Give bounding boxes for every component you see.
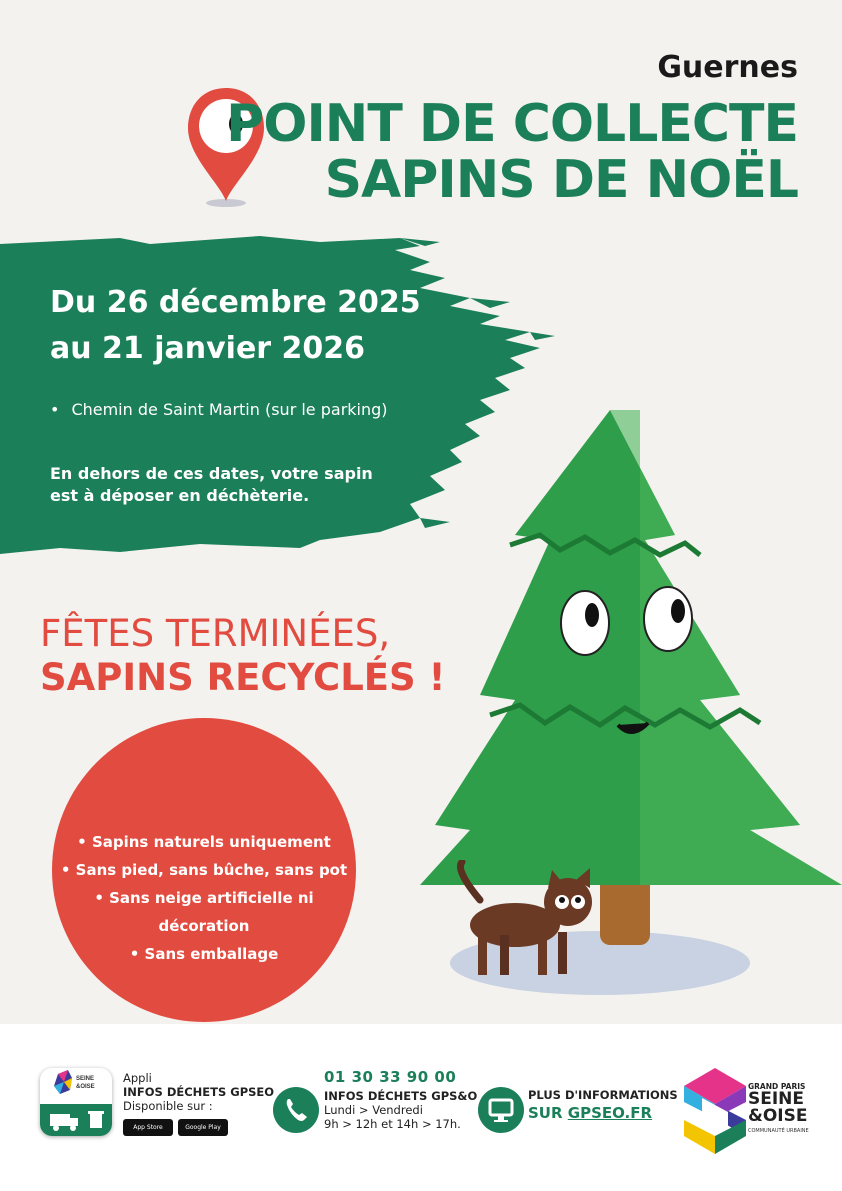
date-line-2: au 21 janvier 2026: [50, 331, 366, 366]
slogan-line-2: SAPINS RECYCLÉS !: [40, 656, 446, 699]
rules-list: [52, 828, 356, 968]
more-info: [528, 1088, 678, 1124]
note-line-2: est à déposer en déchèterie.: [50, 486, 310, 505]
note-line-1: En dehors de ces dates, votre sapin: [50, 464, 373, 483]
rule-item: • Sans emballage: [129, 945, 279, 963]
google-play-badge[interactable]: Google Play: [178, 1119, 228, 1136]
svg-text:SEINE: SEINE: [76, 1076, 95, 1082]
cat-illustration: [450, 860, 610, 985]
app-name: INFOS DÉCHETS GPSEO: [123, 1085, 275, 1099]
rule-item: • Sans pied, sans bûche, sans pot: [60, 861, 348, 879]
app-label: Appli: [123, 1071, 152, 1085]
phone-hours: 9h > 12h et 14h > 17h.: [324, 1117, 461, 1131]
logo-top-text: GRAND PARIS: [748, 1082, 806, 1091]
page-title: [226, 96, 798, 208]
date-line-1: Du 26 décembre 2025: [50, 285, 421, 320]
slogan: [40, 612, 445, 700]
title-line-1: POINT DE COLLECTE: [226, 94, 798, 154]
rule-item: • Sapins naturels uniquement: [77, 833, 331, 851]
logo-seine: SEINE: [748, 1089, 805, 1109]
phone-details: [324, 1089, 477, 1131]
app-store-badge[interactable]: App Store: [123, 1119, 173, 1136]
logo-oise: &OISE: [748, 1106, 808, 1126]
monitor-icon: [478, 1087, 524, 1133]
svg-text:&OISE: &OISE: [76, 1084, 95, 1090]
collection-dates: [50, 280, 421, 372]
website-link[interactable]: GPSEO.FR: [567, 1104, 653, 1122]
site-prefix: SUR: [528, 1104, 568, 1122]
out-of-dates-note: [50, 463, 380, 507]
phone-days: Lundi > Vendredi: [324, 1103, 423, 1117]
phone-service: INFOS DÉCHETS GPS&O: [324, 1089, 478, 1103]
logo-main-text: [748, 1091, 807, 1125]
app-icon[interactable]: [40, 1068, 112, 1136]
more-info-label: PLUS D'INFORMATIONS: [528, 1088, 678, 1102]
app-info: [123, 1071, 274, 1113]
website-line: [528, 1102, 678, 1124]
bin-icon: [88, 1111, 104, 1128]
phone-icon: [273, 1087, 319, 1133]
collection-address: [50, 400, 388, 419]
town-name: Guernes: [657, 50, 798, 85]
available-on: Disponible sur :: [123, 1099, 213, 1113]
phone-number[interactable]: 01 30 33 90 00: [324, 1068, 457, 1086]
address-text: Chemin de Saint Martin (sur le parking): [71, 400, 388, 419]
gpseo-logo: [684, 1068, 809, 1154]
logo-bottom-text: COMMUNAUTÉ URBAINE: [748, 1128, 809, 1134]
title-line-2: SAPINS DE NOËL: [324, 150, 798, 210]
slogan-line-1: FÊTES TERMINÉES,: [40, 612, 391, 655]
rule-item: • Sans neige artificielle ni décoration: [94, 889, 314, 935]
address-bullet: •: [50, 400, 60, 419]
